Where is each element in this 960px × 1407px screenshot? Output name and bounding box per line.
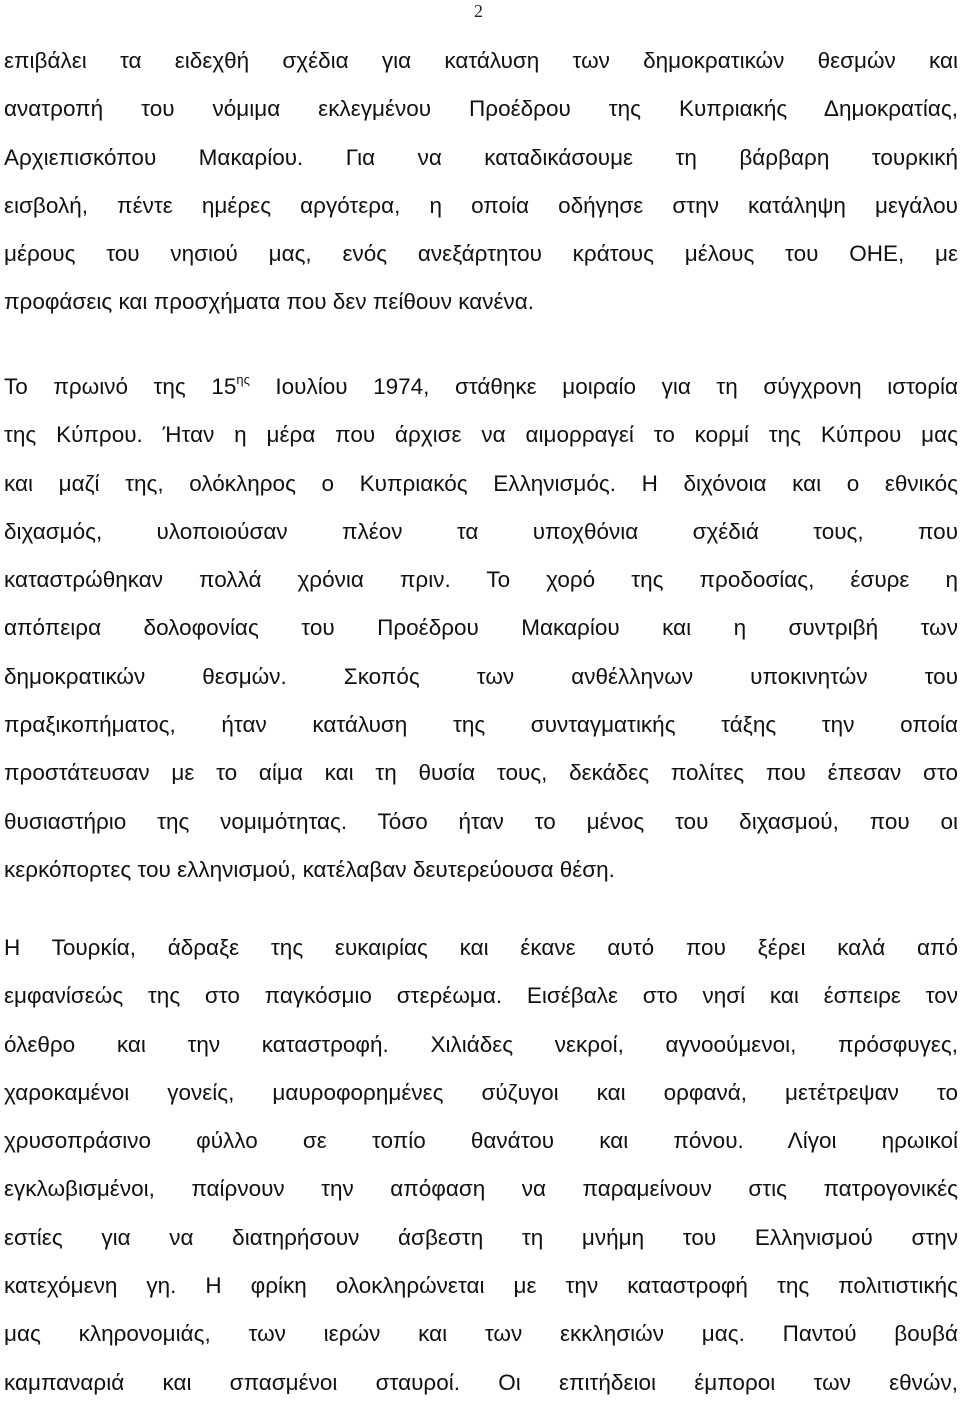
text-line: προστάτευσαν με το αίμα και τη θυσία τους, δεκάδες πολίτες που έπεσαν στο [4, 760, 958, 786]
text-line: πραξικοπήματος, ήταν κατάλυση της συνταγματικής τάξης την οποία [4, 712, 958, 738]
text-line: εγκλωβισμένοι, παίρνουν την απόφαση να παραμείνουν στις πατρογονικές [4, 1176, 958, 1202]
text-line: εισβολή, πέντε ημέρες αργότερα, η οποία οδήγησε στην κατάληψη μεγάλου [4, 192, 958, 218]
text-line: απόπειρα δολοφονίας του Προέδρου Μακαρίου και η συντριβή των [4, 615, 958, 641]
text-line: προφάσεις και προσχήματα που δεν πείθουν κανένα. [4, 289, 535, 315]
text-line: μας κληρονομιάς, των ιερών και των εκκλησιών μας. Παντού βουβά [4, 1321, 958, 1347]
text-line: καταστρώθηκαν πολλά χρόνια πριν. Το χορό της προδοσίας, έσυρε η [4, 567, 958, 593]
text-line: και μαζί της, ολόκληρος ο Κυπριακός Ελληνισμός. Η διχόνοια και ο εθνικός [4, 470, 958, 496]
text-line: της Κύπρου. Ήταν η μέρα που άρχισε να αιμορραγεί το κορμί της Κύπρου μας [4, 422, 958, 448]
text-line: εστίες για να διατηρήσουν άσβεστη τη μνήμη του Ελληνισμού στην [4, 1224, 958, 1250]
text-line: θυσιαστήριο της νομιμότητας. Τόσο ήταν το μένος του διχασμού, που οι [4, 808, 958, 834]
text-line: κατεχόμενη γη. Η φρίκη ολοκληρώνεται με την καταστροφή της πολιτιστικής [4, 1273, 958, 1299]
text-line: όλεθρο και την καταστροφή. Χιλιάδες νεκροί, αγνοούμενοι, πρόσφυγες, [4, 1031, 958, 1057]
text-line: Η Τουρκία, άδραξε της ευκαιρίας και έκανε αυτό που ξέρει καλά από [4, 935, 958, 960]
ordinal-superscript: ης [236, 371, 250, 387]
text-line: επιβάλει τα ειδεχθή σχέδια για κατάλυση των δημοκρατικών θεσμών και [4, 48, 958, 73]
paragraph-2 [4, 363, 958, 894]
paragraph-3 [4, 924, 958, 1407]
text-line: Αρχιεπισκόπου Μακαρίου. Για να καταδικάσουμε τη βάρβαρη τουρκική [4, 144, 958, 170]
page-number: 2 [474, 1, 483, 21]
text-line: ανατροπή του νόμιμα εκλεγμένου Προέδρου της Κυπριακής Δημοκρατίας, [4, 96, 958, 122]
text-line: μέρους του νησιού μας, ενός ανεξάρτητου κράτους μέλους του ΟΗΕ, με [4, 241, 958, 267]
paragraph-1 [4, 37, 958, 327]
text-line: εμφανίσεώς της στο παγκόσμιο στερέωμα. Εισέβαλε στο νησί και έσπειρε τον [4, 983, 958, 1009]
text-line-with-superscript [4, 363, 958, 411]
text-line: διχασμός, υλοποιούσαν πλέον τα υποχθόνια σχέδιά τους, που [4, 518, 958, 544]
text-line: κερκόπορτες του ελληνισμού, κατέλαβαν δευτερεύουσα θέση. [4, 856, 615, 882]
text-after-superscript: Ιουλίου 1974, στάθηκε μοιραίο για τη σύγχρονη ιστορία [249, 374, 958, 399]
text-line: χρυσοπράσινο φύλλο σε τοπίο θανάτου και πόνου. Λίγοι ηρωικοί [4, 1128, 958, 1154]
text-line: καμπαναριά και σπασμένοι σταυροί. Οι επιτήδειοι έμποροι των εθνών, [4, 1369, 958, 1395]
text-line: δημοκρατικών θεσμών. Σκοπός των ανθέλληνων υποκινητών του [4, 663, 958, 689]
text-before-superscript: Το πρωινό της 15 [4, 374, 237, 399]
text-line: χαροκαμένοι γονείς, μαυροφορημένες σύζυγοι και ορφανά, μετέτρεψαν το [4, 1079, 958, 1105]
